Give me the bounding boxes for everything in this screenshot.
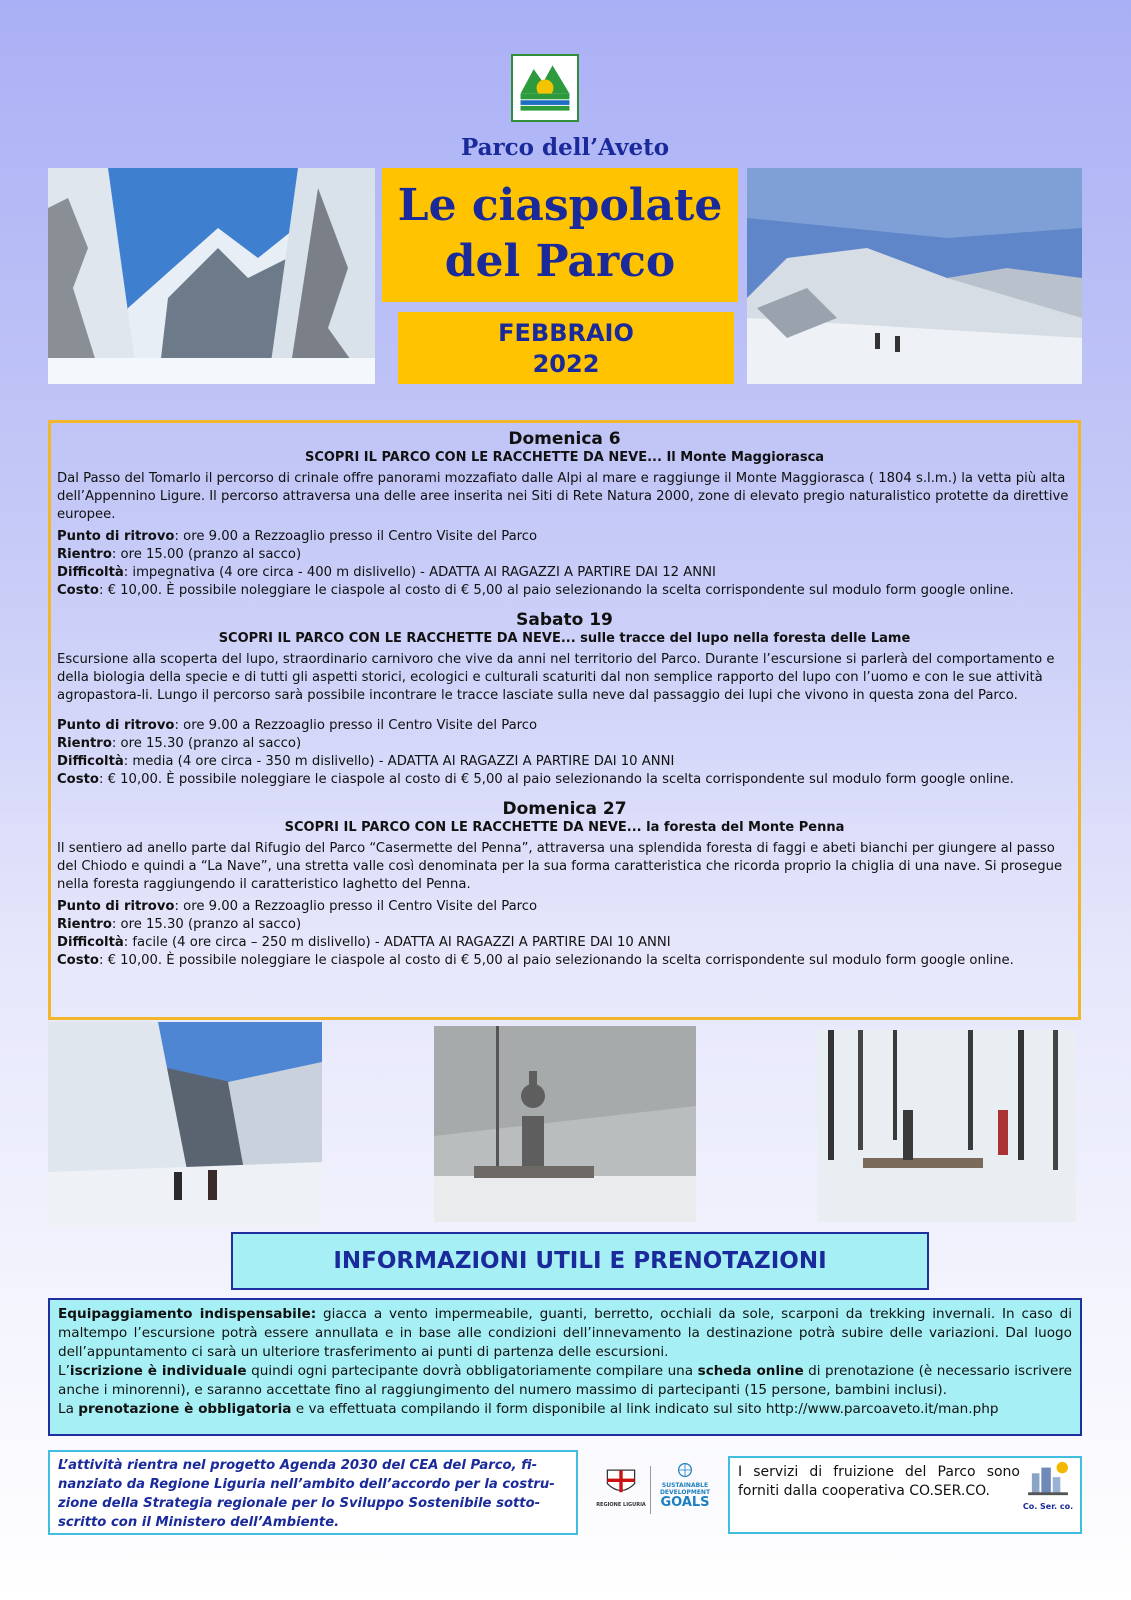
event-description: Dal Passo del Tomarlo il percorso di crinale offre panorami mozzafiato dalle Alpi al mare e raggiunge il Monte Maggiorasca ( 1804 s.l.m.) la vetta più alta dell’Appennino Ligure. Il percorso attraversa una delle aree inserita nei Siti di Rete Natura 2000, zone di elevato pregio naturalistico protette da direttive europee.: [57, 471, 1069, 522]
coop-text: I servizi di fruizione del Parco sono forniti dalla cooperativa CO.SER.CO.: [738, 1464, 1020, 1499]
event: [57, 610, 1072, 789]
coserco-logo: [1018, 1460, 1078, 1530]
events-box: [48, 420, 1081, 1020]
logo-divider: [650, 1466, 651, 1514]
event-return: Rientro: ore 15.30 (pranzo al sacco): [57, 917, 302, 932]
event-day: Domenica 27: [502, 799, 627, 819]
coserco-building-icon: [1024, 1460, 1072, 1498]
event-cost: Costo: € 10,00. È possibile noleggiare le ciaspole al costo di € 5,00 al paio selezionando la scelta corrispondente sul modulo form google online.: [57, 772, 1014, 787]
event-difficulty: Difficoltà: facile (4 ore circa – 250 m dislivello) - ADATTA AI RAGAZZI A PARTIRE DAI 10 ANNI: [57, 935, 671, 950]
event-cost: Costo: € 10,00. È possibile noleggiare le ciaspole al costo di € 5,00 al paio selezionando la scelta corrispondente sul modulo form google online.: [57, 953, 1014, 968]
agenda-box: L’attività rientra nel progetto Agenda 2030 del CEA del Parco, fi-nanziato da Regione Liguria nell’ambito dell’accordo per la costru-zione della Strategia regionale per lo Sviluppo Sostenibile sotto-scritto con il Ministero dell’Ambiente.: [48, 1450, 578, 1535]
event-subtitle: SCOPRI IL PARCO CON LE RACCHETTE DA NEVE... sulle tracce del lupo nella foresta delle Lame: [218, 631, 911, 646]
regione-liguria-logo: [596, 1466, 646, 1518]
event-day: Domenica 6: [508, 429, 621, 449]
title-line-2: del Parco: [444, 236, 676, 287]
event-difficulty: Difficoltà: media (4 ore circa - 350 m dislivello) - ADATTA AI RAGAZZI A PARTIRE DAI 10 ANNI: [57, 754, 675, 769]
event-day: Sabato 19: [516, 610, 613, 630]
photo-hikers-bridge: [818, 1030, 1076, 1222]
event-return: Rientro: ore 15.30 (pranzo al sacco): [57, 736, 302, 751]
event-subtitle: SCOPRI IL PARCO CON LE RACCHETTE DA NEVE... Il Monte Maggiorasca: [304, 450, 825, 465]
sdg-logo: [655, 1462, 715, 1518]
event-meeting: Punto di ritrovo: ore 9.00 a Rezzoaglio presso il Centro Visite del Parco: [57, 718, 538, 733]
un-globe-icon: [677, 1462, 693, 1478]
booking-paragraph: La prenotazione è obbligatoria e va effettuata compilando il form disponibile al link indicato sul sito http://www.parcoaveto.it/man.php: [58, 1401, 999, 1417]
month-label: FEBBRAIO: [498, 319, 634, 347]
year-label: 2022: [532, 350, 600, 378]
regione-liguria-label: REGIONE LIGURIA: [596, 1502, 646, 1508]
park-name: Parco dell’Aveto: [460, 134, 670, 161]
event-subtitle: SCOPRI IL PARCO CON LE RACCHETTE DA NEVE... la foresta del Monte Penna: [284, 820, 845, 835]
photo-snowy-summit-hikers: [747, 168, 1082, 384]
sdg-line-3: GOALS: [660, 1495, 710, 1510]
event-difficulty: Difficoltà: impegnativa (4 ore circa - 400 m dislivello) - ADATTA AI RAGAZZI A PARTIRE DAI 12 ANNI: [57, 565, 716, 580]
photo-snowy-forest-mountain: [48, 168, 375, 384]
title-line-1: Le ciaspolate: [397, 180, 723, 231]
event-return: Rientro: ore 15.00 (pranzo al sacco): [57, 547, 302, 562]
sdg-line-1: SUSTAINABLE: [661, 1482, 709, 1489]
title-box: [382, 168, 738, 302]
event: [57, 799, 1072, 970]
registration-paragraph: L’iscrizione è individuale quindi ogni partecipante dovrà obbligatoriamente compilare una scheda online di prenotazione (è necessario iscrivere anche i minorenni), e saranno accettate fino al raggiungimento del numero massimo di partecipanti (15 persone, bambini inclusi).: [58, 1363, 1072, 1398]
event-cost: Costo: € 10,00. È possibile noleggiare le ciaspole al costo di € 5,00 al paio selezionando la scelta corrispondente sul modulo form google online.: [57, 583, 1014, 598]
photo-hikers-snowy-valley: [48, 1022, 322, 1226]
regione-liguria-crest-icon: [604, 1466, 638, 1498]
info-title: INFORMAZIONI UTILI E PRENOTAZIONI: [231, 1232, 929, 1290]
coserco-logo-text: Co. Ser. co.: [1022, 1502, 1074, 1511]
equipment-paragraph: Equipaggiamento indispensabile: giacca a vento impermeabile, guanti, berretto, occhiali da sole, scarponi da trekking invernali. In caso di maltempo l’escursione potrà essere annullata e in base alle condizioni dell’innevamento la destinazione potrà subire delle variazioni. Dal luogo dell’appuntamento ci sarà un ulteriore trasferimento ai punti di partenza delle escursioni.: [58, 1306, 1072, 1360]
event-description: Escursione alla scoperta del lupo, straordinario carnivoro che vive da anni nel territorio del Parco. Durante l’escursione si parlerà del comportamento e della biologia della specie e di tutti gli aspetti storici, ecologici e culturali scaturiti dal non semplice rapporto del lupo con l’uomo e con le sue attività agropastora-li. Lungo il percorso sarà possibile incontrare le tracce lasciate sulla neve dal passaggio dei lupi che vivono in questa zona del Parco.: [57, 652, 1055, 703]
park-logo: [511, 54, 579, 122]
month-box: [398, 312, 734, 384]
event-meeting: Punto di ritrovo: ore 9.00 a Rezzoaglio presso il Centro Visite del Parco: [57, 529, 538, 544]
photo-statue-summit: [434, 1026, 696, 1222]
event-meeting: Punto di ritrovo: ore 9.00 a Rezzoaglio presso il Centro Visite del Parco: [57, 899, 538, 914]
sdg-line-2: DEVELOPMENT: [659, 1489, 711, 1496]
event: [57, 429, 1072, 600]
info-box: [48, 1298, 1082, 1436]
event-description: Il sentiero ad anello parte dal Rifugio del Parco “Casermette del Penna”, attraversa una splendida foresta di faggi e abeti bianchi per giungere al passo del Chiodo e quindi a “La Nave”, una stretta valle così denominata per la sua forma caratteristica che ricorda proprio la chiglia di una nave. Si prosegue nella foresta raggiungendo il caratteristico laghetto del Penna.: [57, 841, 1063, 892]
